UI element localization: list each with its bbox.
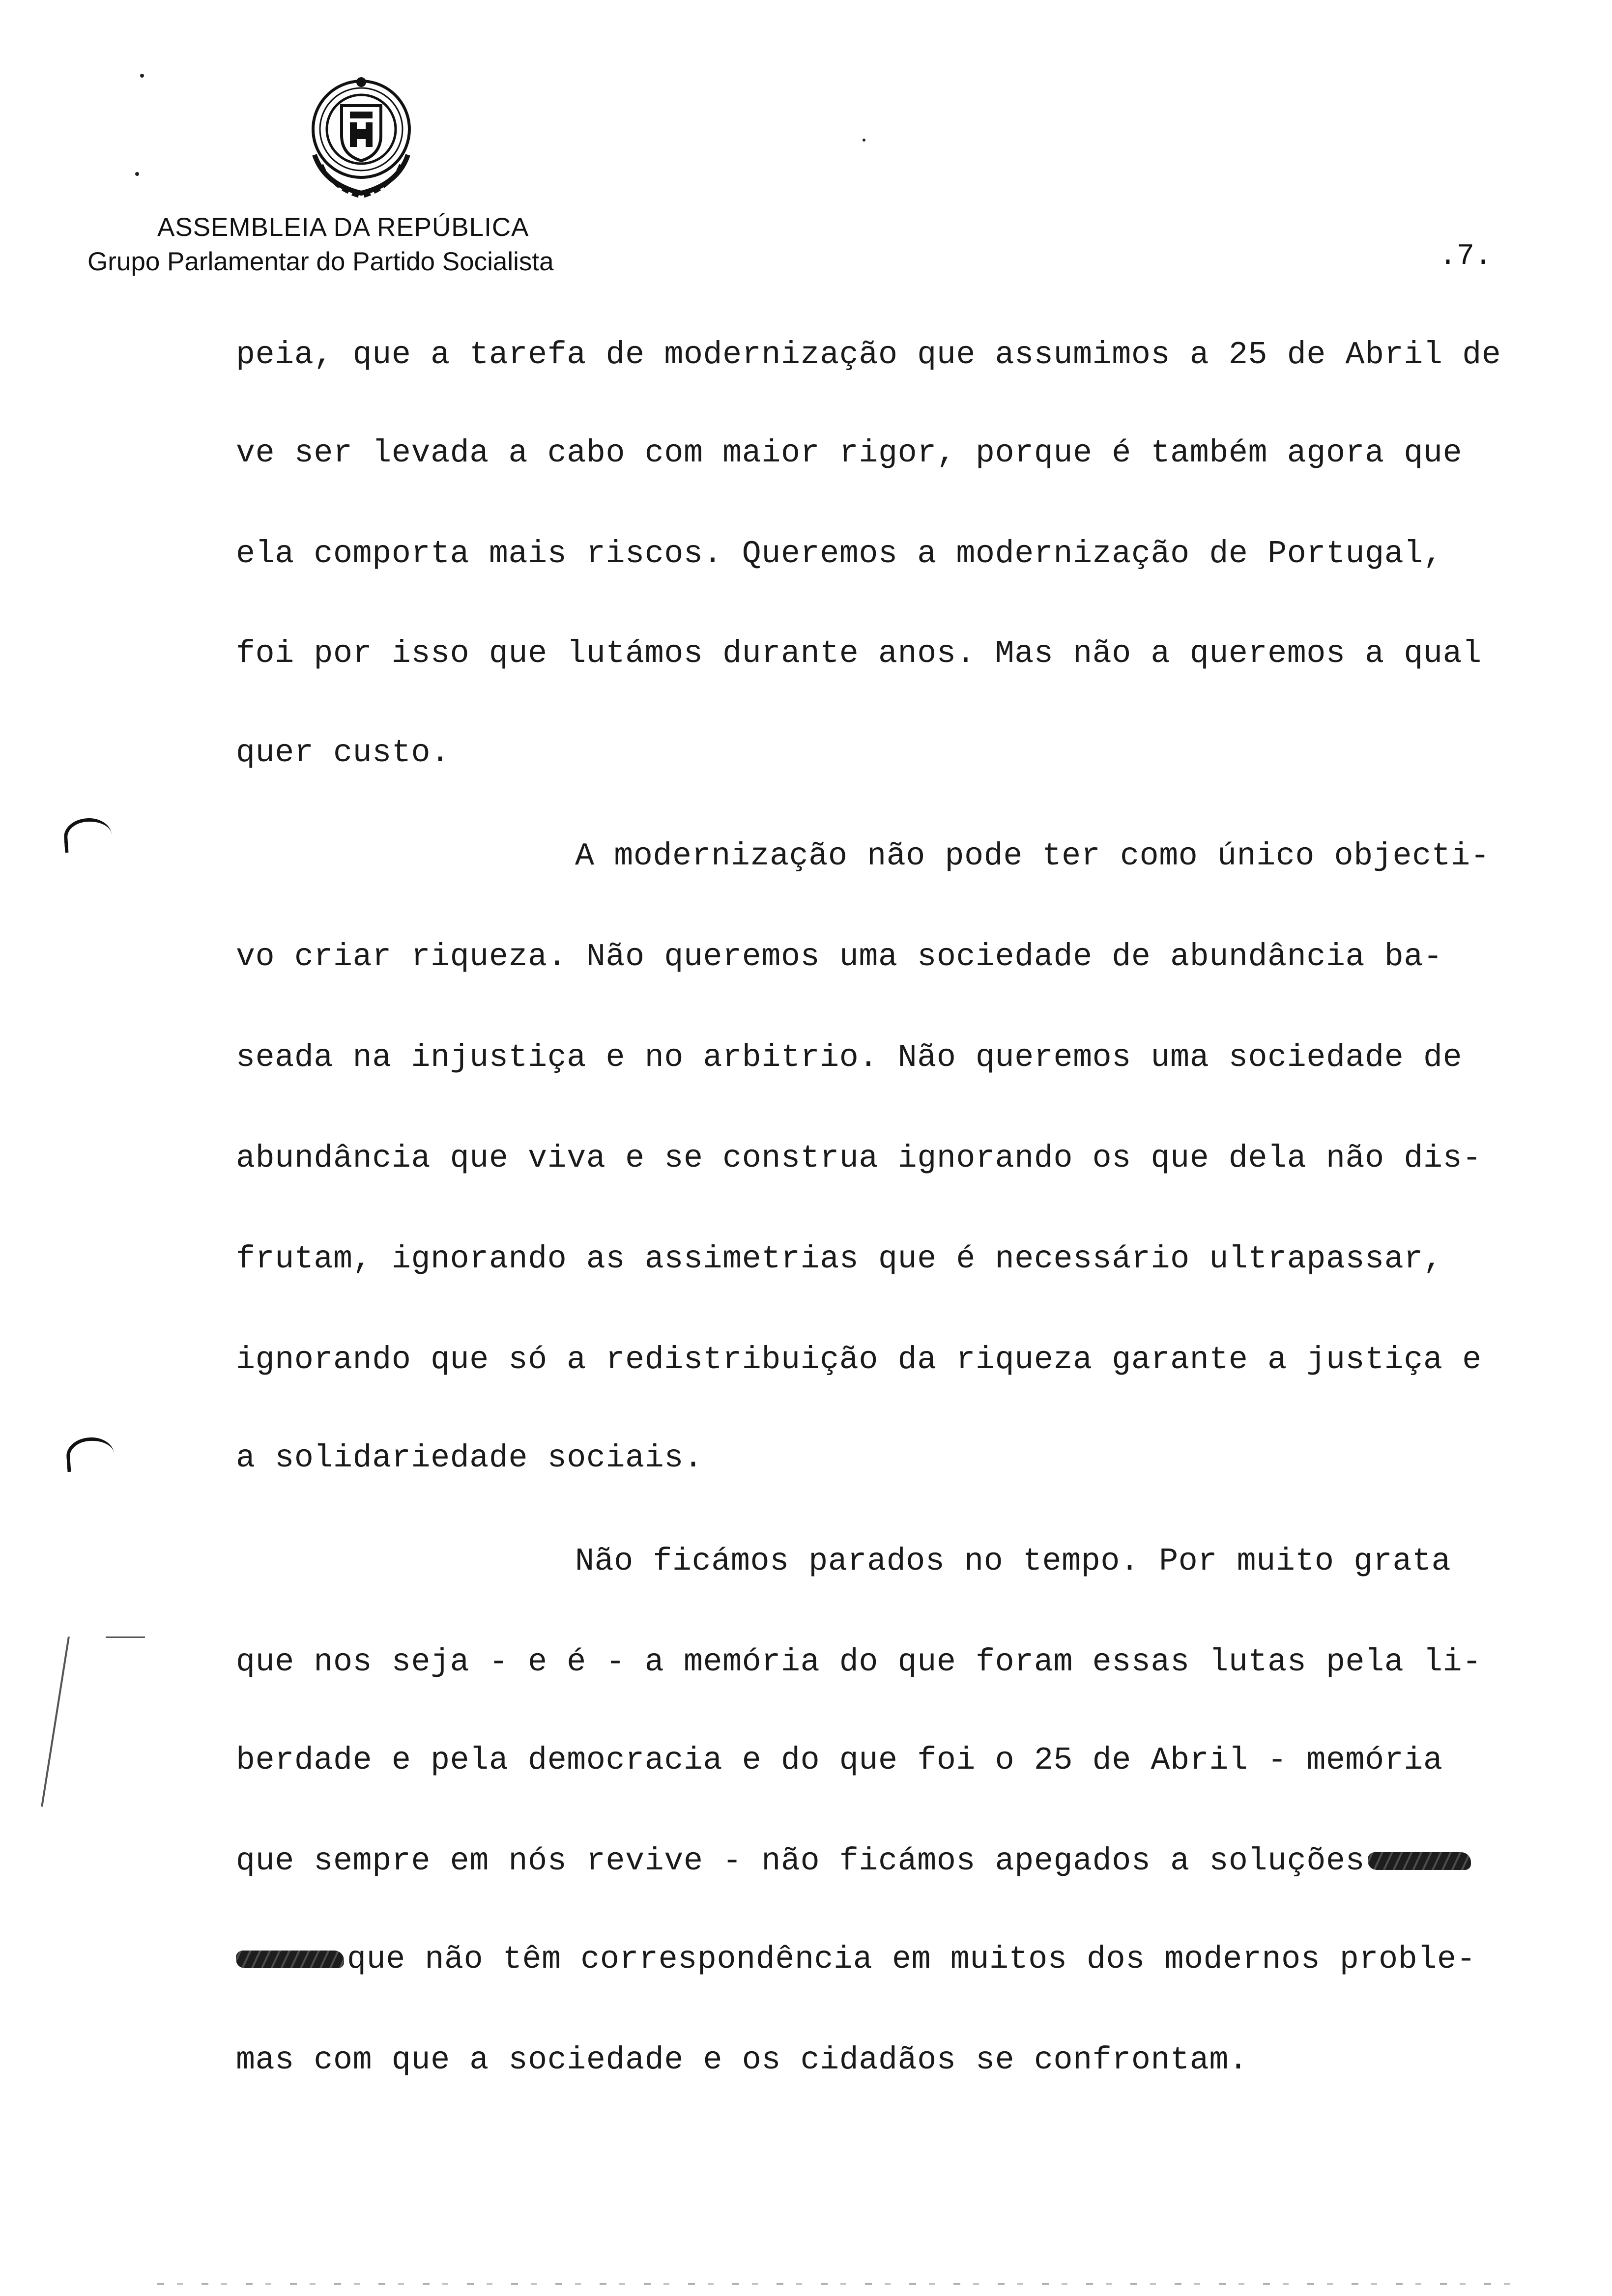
text-line: seada na injustiça e no arbitrio. Não queremos uma sociedade de — [236, 1039, 1463, 1076]
text-line: A modernização não pode ter como único objecti- — [575, 838, 1490, 874]
scan-speck — [140, 74, 144, 78]
portuguese-coat-of-arms-icon — [295, 71, 428, 204]
margin-pencil-stroke — [41, 1636, 70, 1807]
margin-arc-mark — [65, 1436, 115, 1472]
text-line: Não ficámos parados no tempo. Por muito grata — [575, 1543, 1451, 1579]
text-line: abundância que viva e se construa ignorando os que dela não dis- — [236, 1140, 1482, 1177]
text-line: berdade e pela democracia e do que foi o 25 de Abril - memória — [236, 1742, 1443, 1779]
institution-title: ASSEMBLEIA DA REPÚBLICA — [157, 213, 529, 242]
text-line: ela comporta mais riscos. Queremos a modernização de Portugal, — [236, 536, 1443, 572]
text-line: mas com que a sociedade e os cidadãos se confrontam. — [236, 2042, 1248, 2078]
text-line-with-strikeout — [236, 1845, 1474, 1877]
scan-speck — [135, 172, 139, 176]
group-subtitle: Grupo Parlamentar do Partido Socialista — [87, 247, 554, 276]
text-line: ve ser levada a cabo com maior rigor, porque é também agora que — [236, 435, 1463, 471]
text-segment: que sempre em nós revive - não ficámos apegados a soluções — [236, 1843, 1365, 1879]
text-line: foi por isso que lutámos durante anos. Mas não a queremos a qual — [236, 635, 1482, 672]
text-line: quer custo. — [236, 735, 450, 771]
handwritten-strikeout — [1368, 1852, 1471, 1870]
text-segment: que não têm correspondência em muitos dos modernos proble- — [347, 1941, 1476, 1978]
text-line: frutam, ignorando as assimetrias que é necessário ultrapassar, — [236, 1241, 1443, 1277]
text-line: peia, que a tarefa de modernização que assumimos a 25 de Abril de — [236, 337, 1501, 373]
margin-arc-mark — [63, 817, 113, 853]
text-line: vo criar riqueza. Não queremos uma sociedade de abundância ba- — [236, 939, 1443, 975]
handwritten-strikeout — [236, 1951, 344, 1968]
scan-edge-noise — [157, 2283, 1524, 2285]
text-line: que nos seja - e é - a memória do que foram essas lutas pela li- — [236, 1644, 1482, 1680]
margin-pencil-stroke — [106, 1636, 145, 1638]
text-line: ignorando que só a redistribuição da riqueza garante a justiça e — [236, 1342, 1482, 1378]
text-line-with-strikeout — [236, 1941, 1476, 1978]
scan-speck — [863, 139, 865, 142]
text-line: a solidariedade sociais. — [236, 1440, 703, 1476]
page-number: .7. — [1439, 240, 1493, 273]
